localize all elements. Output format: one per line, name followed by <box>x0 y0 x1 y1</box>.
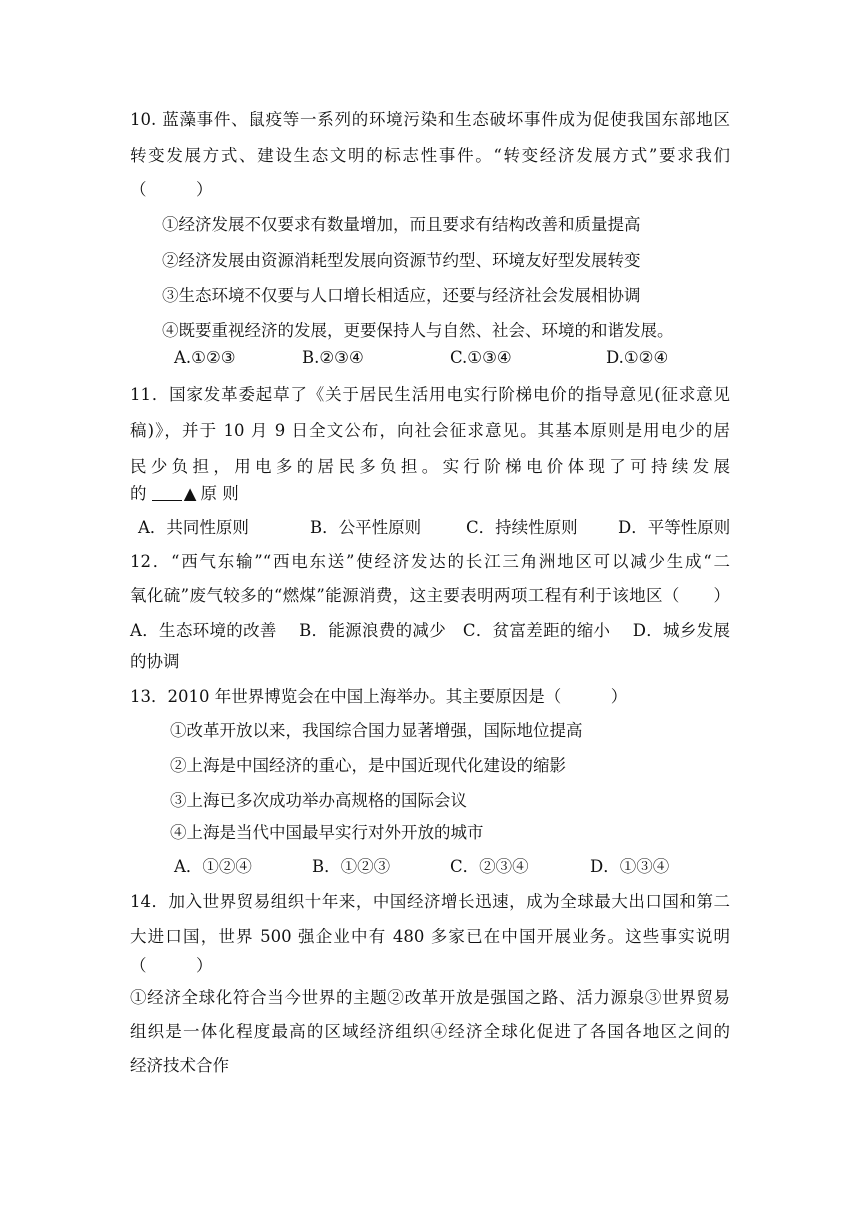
q11-line-3: 民少负担，用电多的居民多负担。实行阶梯电价体现了可持续发展 <box>130 457 730 476</box>
q11-choice-b: B．公平性原则 <box>310 518 422 537</box>
q11-line-4 <box>130 484 239 504</box>
q11-line-4-start: 的 <box>130 484 147 503</box>
q13-choice-d: D．①③④ <box>590 857 670 876</box>
q10-choice-c: C.①③④ <box>450 348 512 367</box>
q12-line-3: A．生态环境的改善 B．能源浪费的减少 C．贫富差距的缩小 D．城乡发展 <box>130 621 730 640</box>
q10-line-1: 10. 蓝藻事件、鼠疫等一系列的环境污染和生态破坏事件成为促使我国东部地区 <box>130 110 730 129</box>
q10-line-2: 转变发展方式、建设生态文明的标志性事件。“转变经济发展方式”要求我们 <box>130 146 730 165</box>
q11-choice-c: C．持续性原则 <box>466 518 578 537</box>
q10-option-1: ①经济发展不仅要求有数量增加，而且要求有结构改善和质量提高 <box>162 215 641 234</box>
q13-choice-c: C．②③④ <box>450 857 529 876</box>
q13-choice-a: A．①②④ <box>174 857 252 876</box>
q13-option-4: ④上海是当代中国最早实行对外开放的城市 <box>170 823 484 842</box>
q10-choice-a: A.①②③ <box>174 348 236 367</box>
q14-line-5: 经济技术合作 <box>130 1056 229 1075</box>
q14-answer-paren: （ ） <box>130 956 213 975</box>
q13-option-1: ①改革开放以来，我国综合国力显著增强，国际地位提高 <box>170 721 583 740</box>
q10-option-4: ④既要重视经济的发展，更要保持人与自然、社会、环境的和谐发展。 <box>162 321 674 340</box>
q12-line-2: 氧化硫”废气较多的“燃煤”能源消费，这主要表明两项工程有利于该地区（ ） <box>130 586 730 605</box>
q11-line-4-end: 原 则 <box>200 484 239 503</box>
q13-choice-b: B．①②③ <box>312 857 391 876</box>
q11-line-2: 稿)》，并于 10 月 9 日全文公布，向社会征求意见。其基本原则是用电少的居 <box>130 421 730 440</box>
q14-line-3: ①经济全球化符合当今世界的主题②改革开放是强国之路、活力源泉③世界贸易 <box>130 988 730 1007</box>
q13-option-2: ②上海是中国经济的重心，是中国近现代化建设的缩影 <box>170 756 566 775</box>
q10-option-2: ②经济发展由资源消耗型发展向资源节约型、环境友好型发展转变 <box>162 251 641 270</box>
q10-option-3: ③生态环境不仅要与人口增长相适应，还要与经济社会发展相协调 <box>162 286 641 305</box>
q11-choice-a: A．共同性原则 <box>138 518 249 537</box>
q14-line-4: 组织是一体化程度最高的区域经济组织④经济全球化促进了各国各地区之间的 <box>130 1022 730 1041</box>
q10-choice-b: B.②③④ <box>302 348 364 367</box>
answer-blank <box>152 485 182 501</box>
q11-choice-d: D．平等性原则 <box>618 518 731 537</box>
q10-choice-d: D.①②④ <box>606 348 669 367</box>
q12-line-1: 12．“西气东输”“西电东送”使经济发达的长江三角洲地区可以减少生成“二 <box>130 552 730 571</box>
q12-line-4: 的协调 <box>130 652 180 671</box>
q14-line-2: 大进口国，世界 500 强企业中有 480 多家已在中国开展业务。这些事实说明 <box>130 927 730 946</box>
q13-line-1: 13．2010 年世界博览会在中国上海举办。其主要原因是（ ） <box>130 687 628 706</box>
q14-line-1: 14．加入世界贸易组织十年来，中国经济增长迅速，成为全球最大出口国和第二 <box>130 892 730 911</box>
triangle-icon: ▲ <box>183 484 197 503</box>
q11-line-1: 11．国家发革委起草了《关于居民生活用电实行阶梯电价的指导意见(征求意见 <box>130 385 730 404</box>
q10-answer-paren: （ ） <box>130 180 213 199</box>
q13-option-3: ③上海已多次成功举办高规格的国际会议 <box>170 791 467 810</box>
